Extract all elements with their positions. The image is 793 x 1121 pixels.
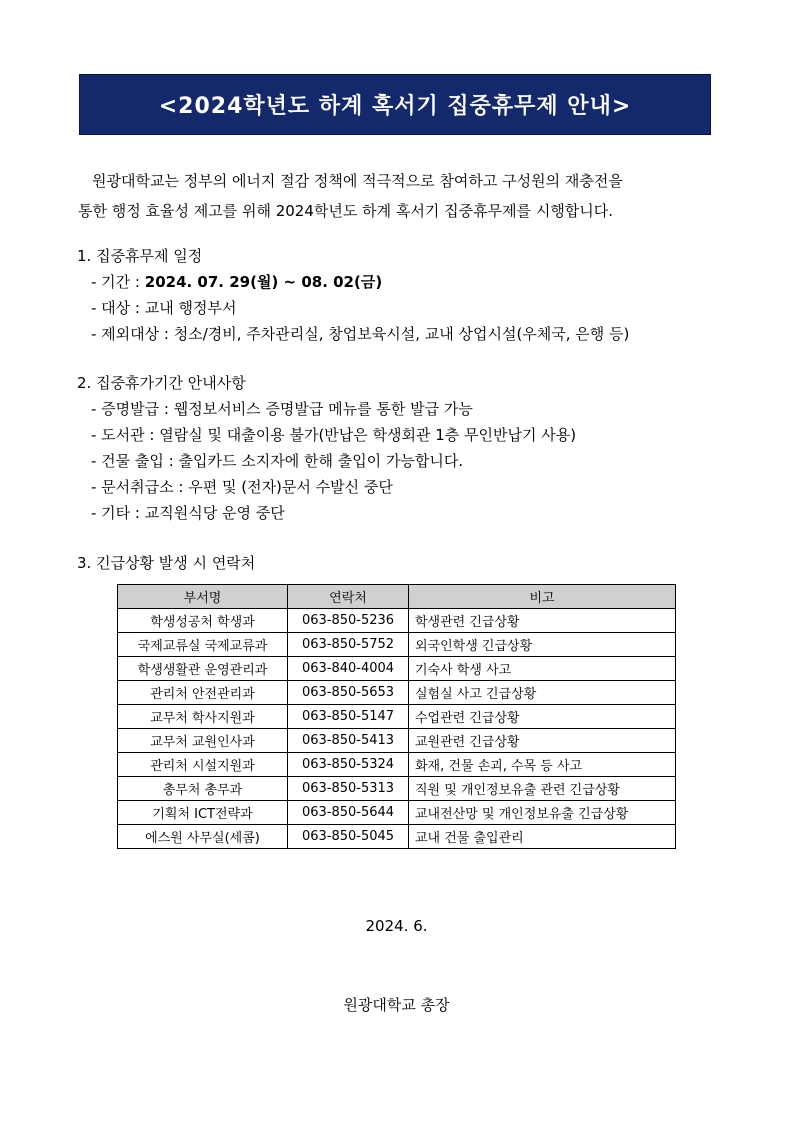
- table-row: [118, 705, 676, 729]
- period-label: - 기간 :: [91, 273, 145, 291]
- department-cell: 학생성공처 학생과: [118, 609, 288, 633]
- department-cell: 교무처 학사지원과: [118, 705, 288, 729]
- note-cell: 직원 및 개인정보유출 관련 긴급상황: [409, 777, 676, 801]
- column-header: 비고: [409, 585, 676, 609]
- note-cell: 화재, 건물 손괴, 수목 등 사고: [409, 753, 676, 777]
- section-title: 1. 집중휴무제 일정: [77, 247, 203, 265]
- note-cell: 교원관련 긴급상황: [409, 729, 676, 753]
- intro-line-2: 통한 행정 효율성 제고를 위해 2024학년도 하계 혹서기 집중휴무제를 시행합니다.: [78, 202, 614, 220]
- section-notices: [77, 370, 737, 526]
- table-row: [118, 801, 676, 825]
- notice-item: - 도서관 : 열람실 및 대출이용 불가(반납은 학생회관 1층 무인반납기 사용): [91, 426, 577, 444]
- note-cell: 교내 건물 출입관리: [409, 825, 676, 849]
- notice-item: - 문서취급소 : 우편 및 (전자)문서 수발신 중단: [91, 478, 393, 496]
- department-cell: 관리처 안전관리과: [118, 681, 288, 705]
- page-title: <2024학년도 하계 혹서기 집중휴무제 안내>: [79, 74, 711, 135]
- table-row: [118, 729, 676, 753]
- note-cell: 기숙사 학생 사고: [409, 657, 676, 681]
- table-row: [118, 681, 676, 705]
- department-cell: 교무처 교원인사과: [118, 729, 288, 753]
- column-header: 부서명: [118, 585, 288, 609]
- intro-paragraph: [78, 166, 718, 226]
- table-row: [118, 633, 676, 657]
- phone-cell: 063-850-5752: [288, 633, 409, 657]
- phone-cell: 063-850-5045: [288, 825, 409, 849]
- period-item: [77, 269, 737, 295]
- notice-item: - 기타 : 교직원식당 운영 중단: [91, 504, 285, 522]
- phone-cell: 063-850-5236: [288, 609, 409, 633]
- notice-item: - 증명발급 : 웹정보서비스 증명발급 메뉴를 통한 발급 가능: [91, 400, 473, 418]
- phone-cell: 063-850-5413: [288, 729, 409, 753]
- notice-item: - 건물 출입 : 출입카드 소지자에 한해 출입이 가능합니다.: [91, 452, 464, 470]
- table-row: [118, 657, 676, 681]
- table-row: [118, 753, 676, 777]
- section-title: 3. 긴급상황 발생 시 연락처: [77, 554, 256, 572]
- department-cell: 기획처 ICT전략과: [118, 801, 288, 825]
- note-cell: 실험실 사고 긴급상황: [409, 681, 676, 705]
- note-cell: 수업관련 긴급상황: [409, 705, 676, 729]
- note-cell: 교내전산망 및 개인정보유출 긴급상황: [409, 801, 676, 825]
- department-cell: 총무처 총무과: [118, 777, 288, 801]
- phone-cell: 063-850-5313: [288, 777, 409, 801]
- section-title: 2. 집중휴가기간 안내사항: [77, 374, 246, 392]
- period-value: 2024. 07. 29(월) ~ 08. 02(금): [144, 273, 383, 291]
- table-header-row: [118, 585, 676, 609]
- phone-cell: 063-850-5324: [288, 753, 409, 777]
- document-date: 2024. 6.: [365, 917, 428, 935]
- section-contacts: [77, 550, 737, 576]
- table-row: [118, 777, 676, 801]
- section-schedule: [77, 243, 737, 347]
- column-header: 연락처: [288, 585, 409, 609]
- signature-line: 원광대학교 총장: [343, 996, 450, 1014]
- contacts-table: [117, 584, 676, 849]
- department-cell: 국제교류실 국제교류과: [118, 633, 288, 657]
- phone-cell: 063-850-5644: [288, 801, 409, 825]
- phone-cell: 063-850-5147: [288, 705, 409, 729]
- table-row: [118, 825, 676, 849]
- intro-line-1: 원광대학교는 정부의 에너지 절감 정책에 적극적으로 참여하고 구성원의 재충전을: [92, 172, 623, 190]
- target-item: - 대상 : 교내 행정부서: [91, 299, 237, 317]
- department-cell: 학생생활관 운영관리과: [118, 657, 288, 681]
- note-cell: 외국인학생 긴급상황: [409, 633, 676, 657]
- phone-cell: 063-850-5653: [288, 681, 409, 705]
- phone-cell: 063-840-4004: [288, 657, 409, 681]
- excluded-item: - 제외대상 : 청소/경비, 주차관리실, 창업보육시설, 교내 상업시설(우체국, 은행 등): [91, 325, 630, 343]
- department-cell: 관리처 시설지원과: [118, 753, 288, 777]
- department-cell: 에스원 사무실(세콤): [118, 825, 288, 849]
- table-row: [118, 609, 676, 633]
- note-cell: 학생관련 긴급상황: [409, 609, 676, 633]
